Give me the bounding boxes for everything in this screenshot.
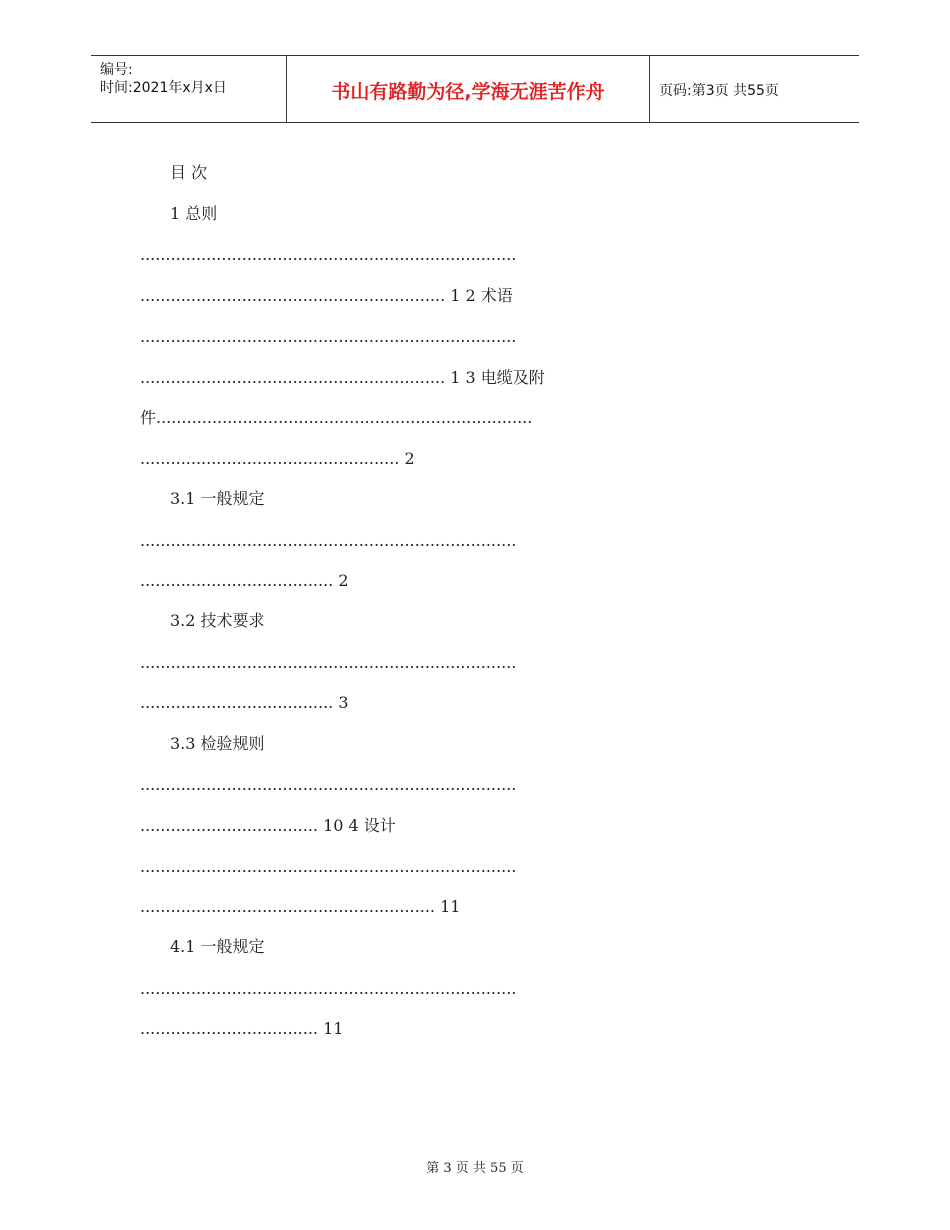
toc-line: ..........................................................................	[140, 327, 517, 346]
toc-line: ..........................................................................	[140, 857, 517, 876]
toc-line: ................................... 11	[140, 1019, 344, 1038]
page-header	[91, 55, 859, 123]
toc-line: ................................................... 2	[140, 449, 415, 468]
header-motto-cell	[287, 56, 650, 122]
header-page-info: 页码:第3页 共55页	[659, 83, 779, 99]
toc-line: ............................................................ 1 2 术语	[140, 286, 513, 305]
toc-line: ..........................................................................	[140, 653, 517, 672]
toc-line: ..........................................................................	[140, 775, 517, 794]
page-footer: 第 3 页 共 55 页	[426, 1161, 524, 1176]
header-page-cell	[650, 56, 859, 122]
toc-line: ...................................... 3	[140, 693, 349, 712]
document-time-label: 时间:2021年x月x日	[100, 80, 227, 96]
document-number-label: 编号:	[100, 62, 133, 78]
toc-line: ..........................................................................	[140, 245, 517, 264]
toc-line: .......................................................... 11	[140, 897, 461, 916]
toc-line: ............................................................ 1 3 电缆及附	[140, 368, 545, 387]
toc-title: 目 次	[170, 163, 208, 182]
toc-line: 3.1 一般规定	[170, 489, 265, 508]
toc-line: 件..........................................................................	[140, 408, 533, 427]
header-meta-cell	[91, 56, 287, 122]
toc-line: ..........................................................................	[140, 979, 517, 998]
header-motto: 书山有路勤为径,学海无涯苦作舟	[331, 81, 605, 103]
toc-line: ..........................................................................	[140, 531, 517, 550]
toc-line: 4.1 一般规定	[170, 937, 265, 956]
toc-line: ...................................... 2	[140, 571, 349, 590]
toc-line: 1 总则	[170, 204, 218, 223]
toc-line: 3.3 检验规则	[170, 734, 265, 753]
toc-line: 3.2 技术要求	[170, 611, 265, 630]
toc-line: ................................... 10 4 设计	[140, 816, 396, 835]
